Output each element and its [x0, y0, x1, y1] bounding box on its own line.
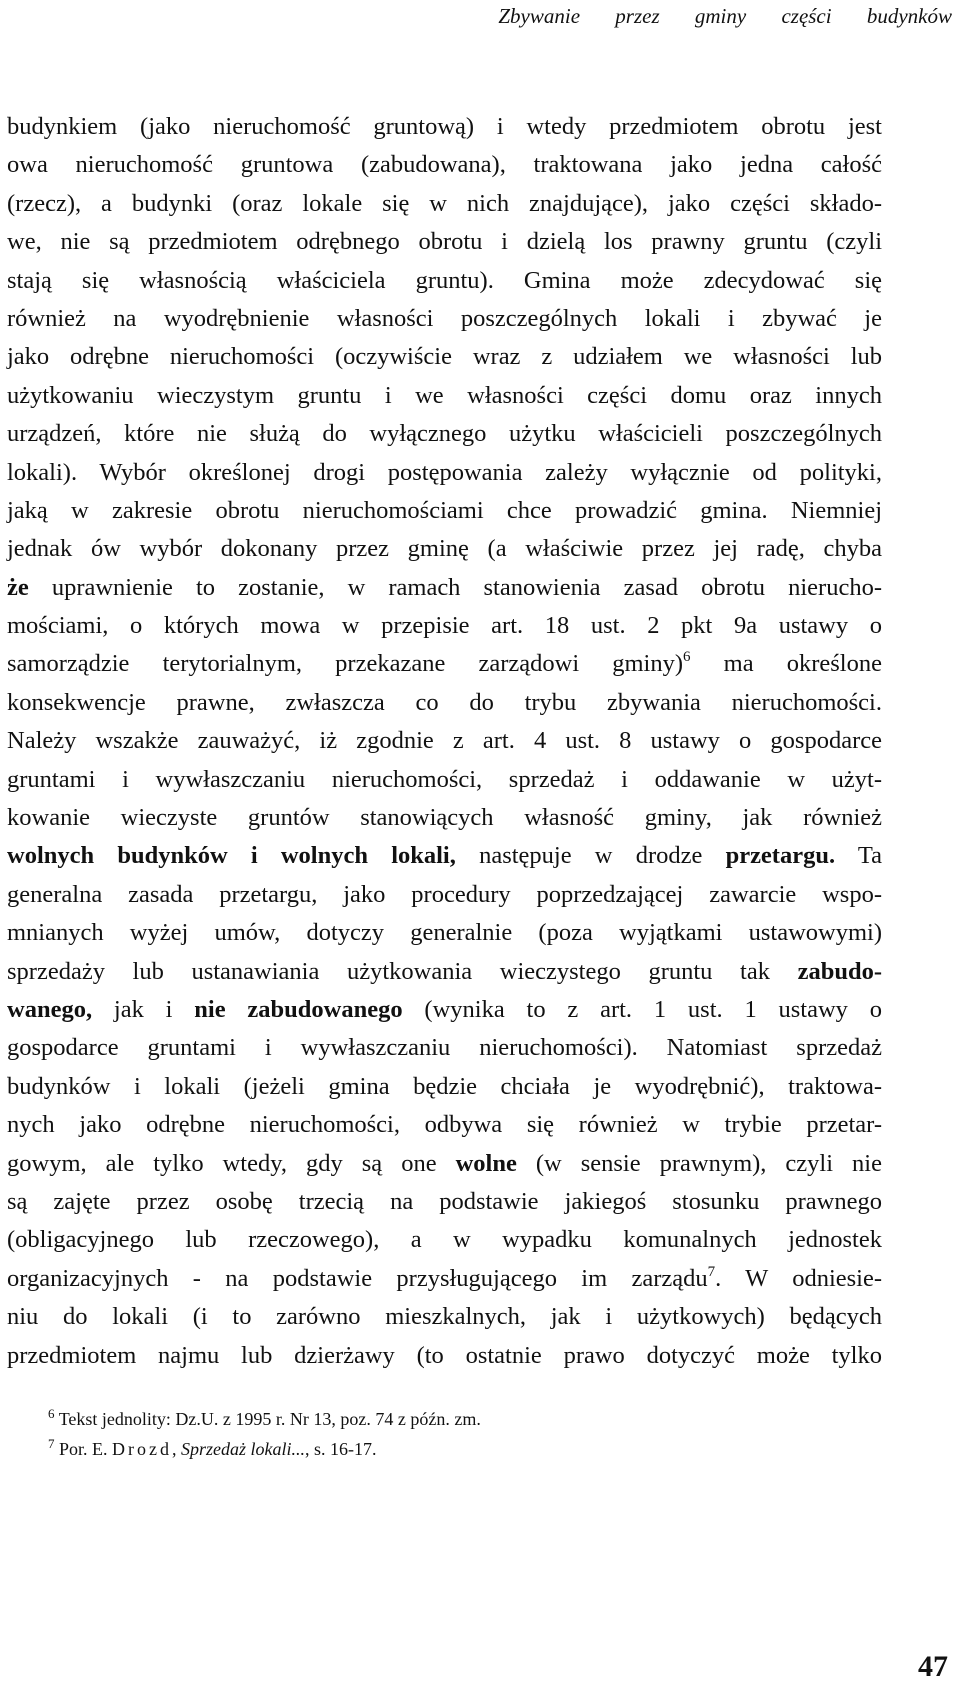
text-line: owa nieruchomość gruntowa (zabudowana), traktowana jako jedna całość — [7, 151, 882, 179]
text-line: również na wyodrębnienie własności poszczególnych lokali i zbywać je — [7, 304, 882, 332]
footnote-text: Tekst jednolity: Dz.U. z 1995 r. Nr 13, poz. 74 z późn. zm. — [58, 1409, 481, 1429]
bold-text: wolne — [455, 1149, 517, 1177]
text-segment: ma określone — [690, 650, 882, 678]
footnote-text: , s. 16-17. — [305, 1439, 377, 1459]
text-line: Należy wszakże zauważyć, iż zgodnie z art. 4 ust. 8 ustawy o gospodarce — [7, 727, 882, 755]
text-line — [7, 569, 882, 607]
text-segment: (w sensie prawnym), czyli nie — [516, 1149, 882, 1177]
footnote-number: 6 — [48, 1406, 55, 1421]
text-line: są zajęte przez osobę trzecią na podstawie jakiegoś stosunku prawnego — [7, 1187, 882, 1215]
bold-text: wanego, — [7, 995, 93, 1023]
text-line: jednak ów wybór dokonany przez gminę (a właściwie przez jej radę, chyba — [7, 535, 882, 563]
footnote-number: 7 — [48, 1436, 55, 1451]
bold-text: że — [7, 573, 29, 601]
text-line — [7, 837, 882, 875]
footnote-ref[interactable]: 6 — [683, 649, 691, 666]
text-line: mnianych wyżej umów, dotyczy generalnie (poza wyjątkami ustawowymi) — [7, 919, 882, 947]
text-segment: sprzedaży lub ustanawiania użytkowania wieczystego gruntu tak — [7, 957, 798, 985]
text-segment: jak i — [92, 995, 195, 1023]
text-segment: . W odniesie- — [715, 1264, 882, 1292]
bold-text: nie zabudowanego — [194, 995, 403, 1023]
text-segment: uprawnienie to zostanie, w ramach stanowienia zasad obrotu nierucho- — [28, 573, 882, 601]
running-head: Zbywanie przez gminy części budynków — [498, 4, 952, 28]
text-segment: (wynika to z art. 1 ust. 1 ustawy o — [402, 995, 882, 1023]
text-segment: następuje w drodze — [455, 842, 726, 870]
footnote-title: Sprzedaż lokali... — [181, 1439, 305, 1459]
text-line: jako odrębne nieruchomości (oczywiście wraz z udziałem we własności lub — [7, 343, 882, 371]
footnote-7 — [48, 1434, 848, 1464]
text-line: lokali). Wybór określonej drogi postępowania zależy wyłącznie od polityki, — [7, 458, 882, 486]
text-line: przedmiotem najmu lub dzierżawy (to ostatnie prawo dotyczyć może tylko — [7, 1341, 882, 1369]
text-line: nych jako odrębne nieruchomości, odbywa się również w trybie przetar- — [7, 1111, 882, 1139]
text-line — [7, 645, 882, 683]
footnote-text: Por. E. — [59, 1439, 113, 1459]
footnotes — [48, 1404, 848, 1464]
text-line: budynków i lokali (jeżeli gmina będzie chciała je wyodrębnić), traktowa- — [7, 1072, 882, 1100]
text-line: niu do lokali (i to zarówno mieszkalnych, jak i użytkowych) będących — [7, 1303, 882, 1331]
text-line: budynkiem (jako nieruchomość gruntową) i wtedy przedmiotem obrotu jest — [7, 113, 882, 140]
text-line — [7, 991, 882, 1029]
text-line: konsekwencje prawne, zwłaszcza co do trybu zbywania nieruchomości. — [7, 688, 882, 716]
text-line: (rzecz), a budynki (oraz lokale się w nich znajdujące), jako części składo- — [7, 189, 882, 217]
text-line: stają się własnością właściciela gruntu). Gmina może zdecydować się — [7, 266, 882, 294]
text-line — [7, 1260, 882, 1298]
footnote-ref[interactable]: 7 — [707, 1263, 716, 1280]
text-line: generalna zasada przetargu, jako procedury poprzedzającej zawarcie wspo- — [7, 880, 882, 908]
text-segment: Ta — [835, 842, 882, 870]
footnote-6 — [48, 1404, 848, 1434]
text-segment: gowym, ale tylko wtedy, gdy są one — [7, 1149, 456, 1177]
body-text — [7, 108, 882, 1375]
text-segment: organizacyjnych - na podstawie przysługującego im zarządu — [7, 1264, 708, 1292]
text-line: gruntami i wywłaszczaniu nieruchomości, sprzedaż i oddawanie w użyt- — [7, 765, 882, 793]
footnote-text: , — [172, 1439, 181, 1459]
page-number: 47 — [918, 1650, 948, 1683]
text-line — [7, 1145, 882, 1183]
bold-text: zabudo- — [797, 957, 882, 985]
bold-text: przetargu. — [725, 842, 836, 870]
text-line: kowanie wieczyste gruntów stanowiących własność gminy, jak również — [7, 804, 882, 832]
text-line: mościami, o których mowa w przepisie art. 18 ust. 2 pkt 9a ustawy o — [7, 612, 882, 640]
text-line: urządzeń, które nie służą do wyłącznego użytku właścicieli poszczególnych — [7, 420, 882, 448]
text-line: jaką w zakresie obrotu nieruchomościami chce prowadzić gmina. Niemniej — [7, 496, 882, 524]
text-line: we, nie są przedmiotem odrębnego obrotu i dzielą los prawny gruntu (czyli — [7, 228, 882, 256]
text-line — [7, 953, 882, 991]
footnote-author: Drozd — [112, 1439, 172, 1459]
text-line: gospodarce gruntami i wywłaszczaniu nieruchomości). Natomiast sprzedaż — [7, 1034, 882, 1062]
bold-text: wolnych budynków i wolnych lokali, — [7, 842, 456, 870]
text-line: użytkowaniu wieczystym gruntu i we własności części domu oraz innych — [7, 381, 882, 409]
text-line: (obligacyjnego lub rzeczowego), a w wypadku komunalnych jednostek — [7, 1226, 882, 1254]
text-segment: samorządzie terytorialnym, przekazane zarządowi gminy) — [7, 650, 684, 678]
